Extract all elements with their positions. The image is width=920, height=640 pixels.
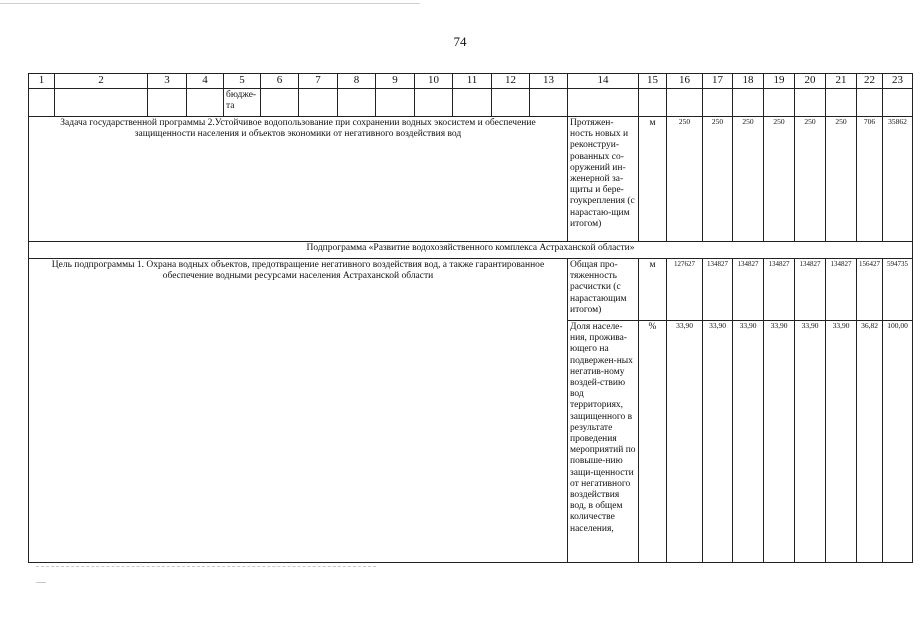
value-cell: 250 [703,117,733,242]
value-cell: 33,90 [703,321,733,563]
budget-row [29,89,913,117]
header-cell: 1 [29,74,55,89]
value-cell: 33,90 [733,321,764,563]
value-cell: 134827 [733,259,764,321]
header-cell: 23 [883,74,913,89]
header-number-row [29,74,913,89]
header-cell: 21 [826,74,857,89]
indicator-cell: Протяжен-ность новых и реконструи-рованных со-оружений ин-женерной за-щиты и бере-гоукрепления (с нарастаю-щим итогом) [568,117,639,242]
header-cell: 8 [338,74,376,89]
value-cell: 100,00 [883,321,913,563]
header-cell: 20 [795,74,826,89]
value-cell: 134827 [795,259,826,321]
header-cell: 12 [492,74,530,89]
goal-row-a [29,259,913,321]
header-cell: 15 [639,74,667,89]
table-cell [338,89,376,117]
table-cell [639,89,667,117]
header-cell: 3 [148,74,187,89]
value-cell: 33,90 [826,321,857,563]
table-cell [733,89,764,117]
table-cell [453,89,492,117]
indicators-table [28,73,913,563]
unit-cell: м [639,117,667,242]
header-cell: 2 [55,74,148,89]
value-cell: 594735 [883,259,913,321]
header-cell: 7 [299,74,338,89]
table-cell [376,89,415,117]
scan-artifact-dashes [36,566,376,568]
table-cell [826,89,857,117]
subprogram-row [29,242,913,259]
table-cell [187,89,224,117]
goal-text: Цель подпрограммы 1. Охрана водных объектов, предотвращение негативного воздействия вод, а также гарантированное обеспечение водными ресурсами населения Астраханской области [29,259,568,563]
table-cell [703,89,733,117]
value-cell: 127627 [667,259,703,321]
header-cell: 11 [453,74,492,89]
value-cell: 134827 [764,259,795,321]
header-cell: 18 [733,74,764,89]
table-cell [492,89,530,117]
table-cell [415,89,453,117]
header-cell: 17 [703,74,733,89]
header-cell: 4 [187,74,224,89]
table-cell [261,89,299,117]
value-cell: 33,90 [795,321,826,563]
header-cell: 6 [261,74,299,89]
header-cell: 10 [415,74,453,89]
budget-cell: бюдже-та [224,89,261,117]
scan-artifact-line [0,3,420,4]
indicator-cell: Общая про-тяженность расчистки (с нарастающим итогом) [568,259,639,321]
header-cell: 19 [764,74,795,89]
table-cell [883,89,913,117]
value-cell: 250 [826,117,857,242]
header-cell: 14 [568,74,639,89]
value-cell: 33,90 [667,321,703,563]
table-cell [55,89,148,117]
indicator-cell: Доля населе-ния, прожива-ющего на подвержен-ных негатив-ному воздей-ствию вод территориях, защищенного в результате проведения мероприятий по повыше-нию защи-щенности от негативного воздействия вод, в общем количестве населения, [568,321,639,563]
value-cell: 134827 [826,259,857,321]
value-cell: 250 [795,117,826,242]
value-cell: 250 [764,117,795,242]
value-cell: 36,82 [857,321,883,563]
table-cell [299,89,338,117]
value-cell: 156427 [857,259,883,321]
header-cell: 22 [857,74,883,89]
value-cell: 706 [857,117,883,242]
value-cell: 35862 [883,117,913,242]
value-cell: 250 [667,117,703,242]
page-number: 74 [453,34,467,49]
table-cell [568,89,639,117]
subprogram-title: Подпрограмма «Развитие водохозяйственного комплекса Астраханской области» [29,242,913,259]
value-cell: 33,90 [764,321,795,563]
scan-artifact-mark [36,582,46,583]
table-cell [530,89,568,117]
table-cell [764,89,795,117]
table-cell [795,89,826,117]
task-text: Задача государственной программы 2.Устойчивое водопользование при сохранении водных экосистем и обеспечение защищенности населения и объектов экономики от негативного воздействия вод [29,117,568,242]
header-cell: 16 [667,74,703,89]
value-cell: 134827 [703,259,733,321]
value-cell: 250 [733,117,764,242]
header-cell: 13 [530,74,568,89]
header-cell: 9 [376,74,415,89]
table-cell [857,89,883,117]
table-cell [667,89,703,117]
unit-cell: м [639,259,667,321]
table-cell [29,89,55,117]
table-cell [148,89,187,117]
header-cell: 5 [224,74,261,89]
task-row [29,117,913,242]
unit-cell: % [639,321,667,563]
